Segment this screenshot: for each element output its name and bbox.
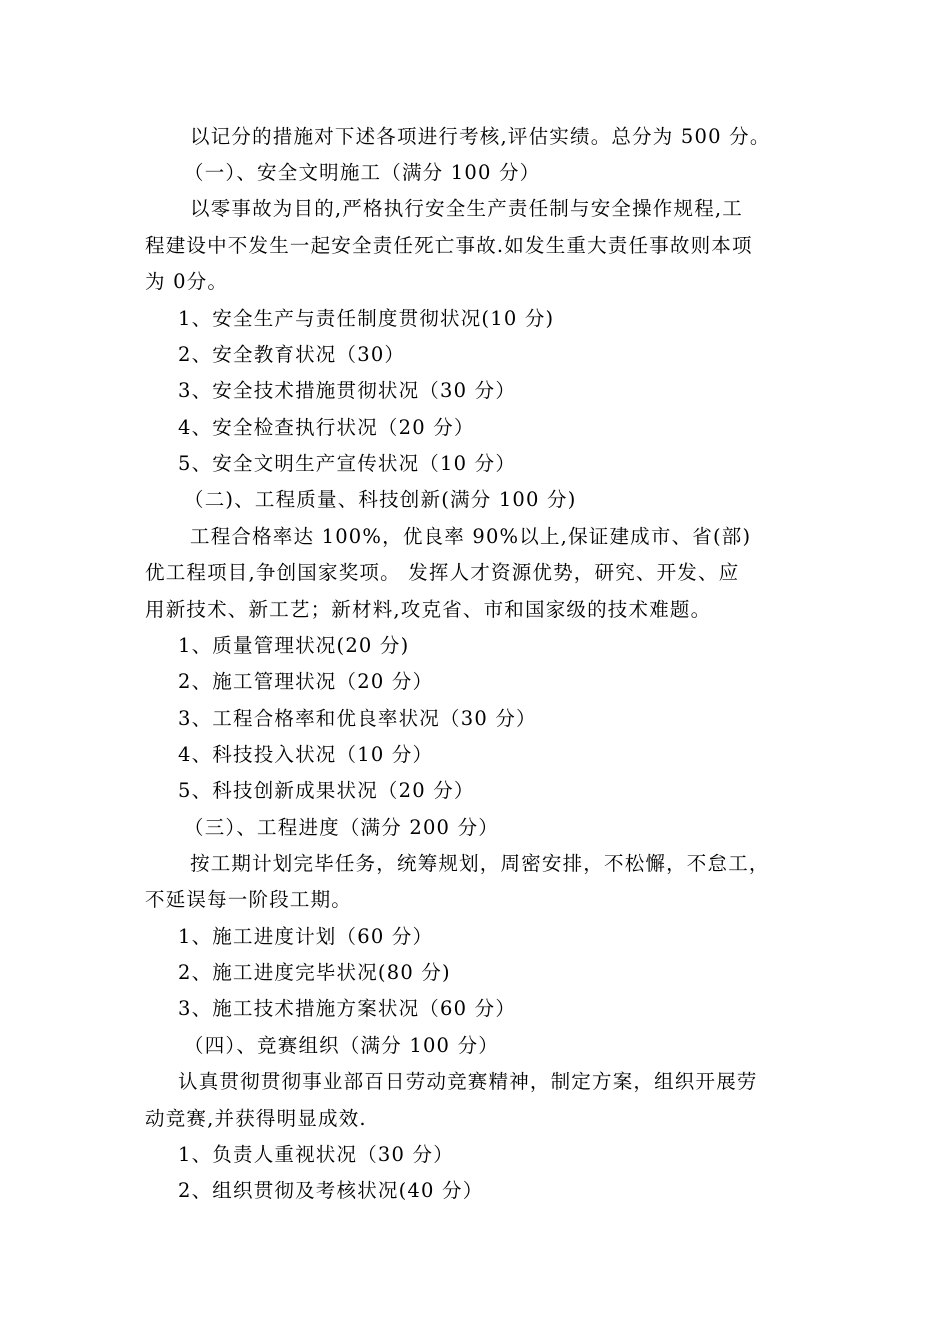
paragraph-line: 工程合格率达 100%，优良率 90%以上,保证建成市、省(部) (190, 525, 752, 548)
list-item: 1、施工进度计划（60 分） (178, 925, 434, 948)
paragraph-line: 为 0分。 (145, 270, 229, 293)
section-heading-4: （四）、竞赛组织（满分 100 分） (184, 1034, 499, 1057)
list-item: 3、工程合格率和优良率状况（30 分） (178, 707, 537, 730)
list-item: 2、施工进度完毕状况(80 分) (178, 961, 451, 984)
list-item: 1、负责人重视状况（30 分） (178, 1143, 454, 1166)
list-item: 4、安全检查执行状况（20 分） (178, 416, 475, 439)
list-item: 2、组织贯彻及考核状况(40 分） (178, 1179, 484, 1202)
paragraph-line: 动竞赛,并获得明显成效. (145, 1107, 367, 1130)
section-heading-2: （二)、工程质量、科技创新(满分 100 分) (184, 488, 577, 511)
paragraph-line: 程建设中不发生一起安全责任死亡事故.如发生重大责任事故则本项 (145, 234, 753, 257)
list-item: 3、安全技术措施贯彻状况（30 分） (178, 379, 517, 402)
list-item: 2、安全教育状况（30） (178, 343, 406, 366)
paragraph-line: 不延误每一阶段工期。 (145, 888, 353, 911)
section-heading-1: （一）、安全文明施工（满分 100 分） (184, 161, 541, 184)
paragraph-line: 以零事故为目的,严格执行安全生产责任制与安全操作规程,工 (190, 197, 743, 220)
intro-paragraph: 以记分的措施对下述各项进行考核,评估实绩。总分为 500 分。 (190, 125, 771, 148)
paragraph-line: 认真贯彻贯彻事业部百日劳动竞赛精神，制定方案，组织开展劳 (178, 1070, 758, 1093)
list-item: 1、安全生产与责任制度贯彻状况(10 分) (178, 307, 555, 330)
list-item: 1、质量管理状况(20 分) (178, 634, 410, 657)
list-item: 5、安全文明生产宣传状况（10 分） (178, 452, 517, 475)
list-item: 4、科技投入状况（10 分） (178, 743, 434, 766)
list-item: 2、施工管理状况（20 分） (178, 670, 434, 693)
section-heading-3: （三）、工程进度（满分 200 分） (184, 816, 499, 839)
list-item: 5、科技创新成果状况（20 分） (178, 779, 475, 802)
list-item: 3、施工技术措施方案状况（60 分） (178, 997, 517, 1020)
paragraph-line: 按工期计划完毕任务，统筹规划，周密安排，不松懈，不怠工， (190, 852, 770, 875)
paragraph-line: 优工程项目,争创国家奖项。 发挥人才资源优势，研究、开发、应 (145, 561, 740, 584)
paragraph-line: 用新技术、新工艺；新材料,攻克省、市和国家级的技术难题。 (145, 598, 712, 621)
